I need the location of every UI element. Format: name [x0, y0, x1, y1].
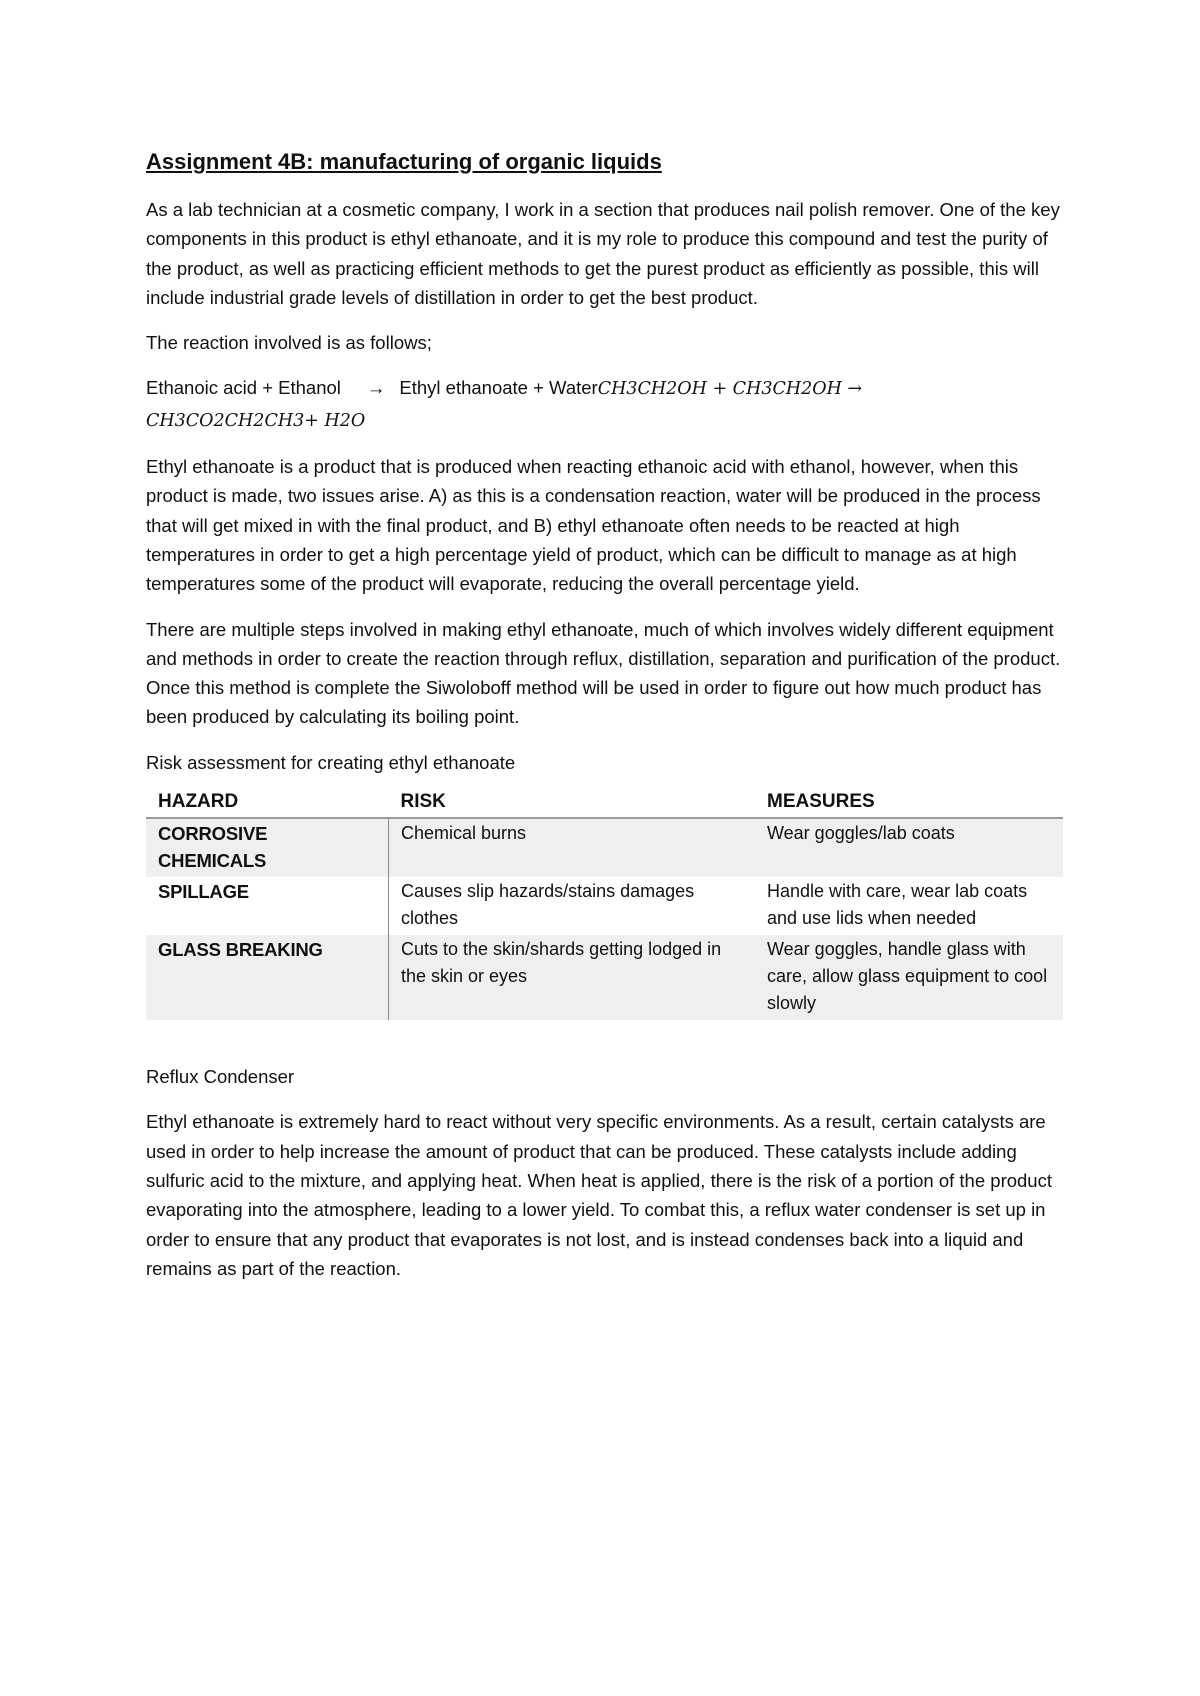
measures-cell: Handle with care, wear lab coats and use lids when needed — [767, 881, 1028, 929]
risk-table-caption: Risk assessment for creating ethyl ethanoate — [146, 751, 516, 773]
reflux-paragraph: Ethyl ethanoate is extremely hard to react without very specific environments. As a result, certain catalysts are used in order to help increase the amount of product that can be produced. These catalysts include adding sulfuric acid to the mixture, and applying heat. When heat is applied, there is the risk of a portion of the product evaporating into the atmosphere, leading to a lower yield. To combat this, a reflux water condenser is set up in order to ensure that any product that evaporates is not lost, and is instead condenses back into a liquid and remains as part of the reaction. — [146, 1111, 1052, 1279]
risk-cell: Cuts to the skin/shards getting lodged in the skin or eyes — [389, 935, 756, 1020]
table-header-row — [146, 785, 1063, 818]
table-row — [146, 935, 1063, 1020]
risk-cell: Causes slip hazards/stains damages clothes — [389, 877, 756, 935]
header-measures: MEASURES — [755, 785, 1063, 818]
equation-arrow-icon: → — [366, 377, 386, 399]
header-risk: RISK — [389, 785, 756, 818]
document-title: Assignment 4B: manufacturing of organic liquids — [146, 149, 662, 174]
header-hazard: HAZARD — [146, 785, 389, 818]
reaction-equation — [146, 373, 1063, 436]
equation-formula-line1: CH3CH2OH + CH3CH2OH → — [597, 379, 863, 400]
hazard-cell: CORROSIVE CHEMICALS — [146, 818, 389, 877]
steps-paragraph: There are multiple steps involved in making ethyl ethanoate, much of which involves widely different equipment and methods in order to create the reaction through reflux, distillation, separation and purification of the product. Once this method is complete the Siwoloboff method will be used in order to figure out how much product has been produced by calculating its boiling point. — [146, 618, 1061, 728]
table-row — [146, 877, 1063, 935]
issues-paragraph: Ethyl ethanoate is a product that is produced when reacting ethanoic acid with ethanol, however, when this product is made, two issues arise. A) as this is a condensation reaction, water will be produced in the process that will get mixed in with the final product, and B) ethyl ethanoate often needs to be reacted at high temperatures in order to get a high percentage yield of product, which can be difficult to manage as at high temperatures some of the product will evaporate, reducing the overall percentage yield. — [146, 456, 1041, 595]
hazard-cell: SPILLAGE — [158, 881, 249, 903]
equation-products: Ethyl ethanoate + Water — [399, 377, 598, 399]
reflux-heading: Reflux Condenser — [146, 1066, 295, 1088]
measures-cell: Wear goggles/lab coats — [755, 818, 1063, 877]
risk-cell: Chemical burns — [389, 818, 756, 877]
risk-assessment-table — [146, 785, 1063, 1020]
table-row — [146, 818, 1063, 877]
reaction-intro: The reaction involved is as follows; — [146, 332, 432, 354]
intro-paragraph: As a lab technician at a cosmetic company, I work in a section that produces nail polish remover. One of the key components in this product is ethyl ethanoate, and it is my role to produce this compound and test the purity of the product, as well as practicing efficient methods to get the purest product as efficiently as possible, this will include industrial grade levels of distillation in order to get the best product. — [146, 199, 1060, 308]
measures-cell: Wear goggles, handle glass with care, allow glass equipment to cool slowly — [755, 935, 1063, 1020]
hazard-cell: GLASS BREAKING — [146, 935, 389, 1020]
equation-formula-line2: CH3CO2CH2CH3+ H2O — [146, 410, 366, 431]
equation-reactants: Ethanoic acid + Ethanol — [146, 377, 341, 399]
